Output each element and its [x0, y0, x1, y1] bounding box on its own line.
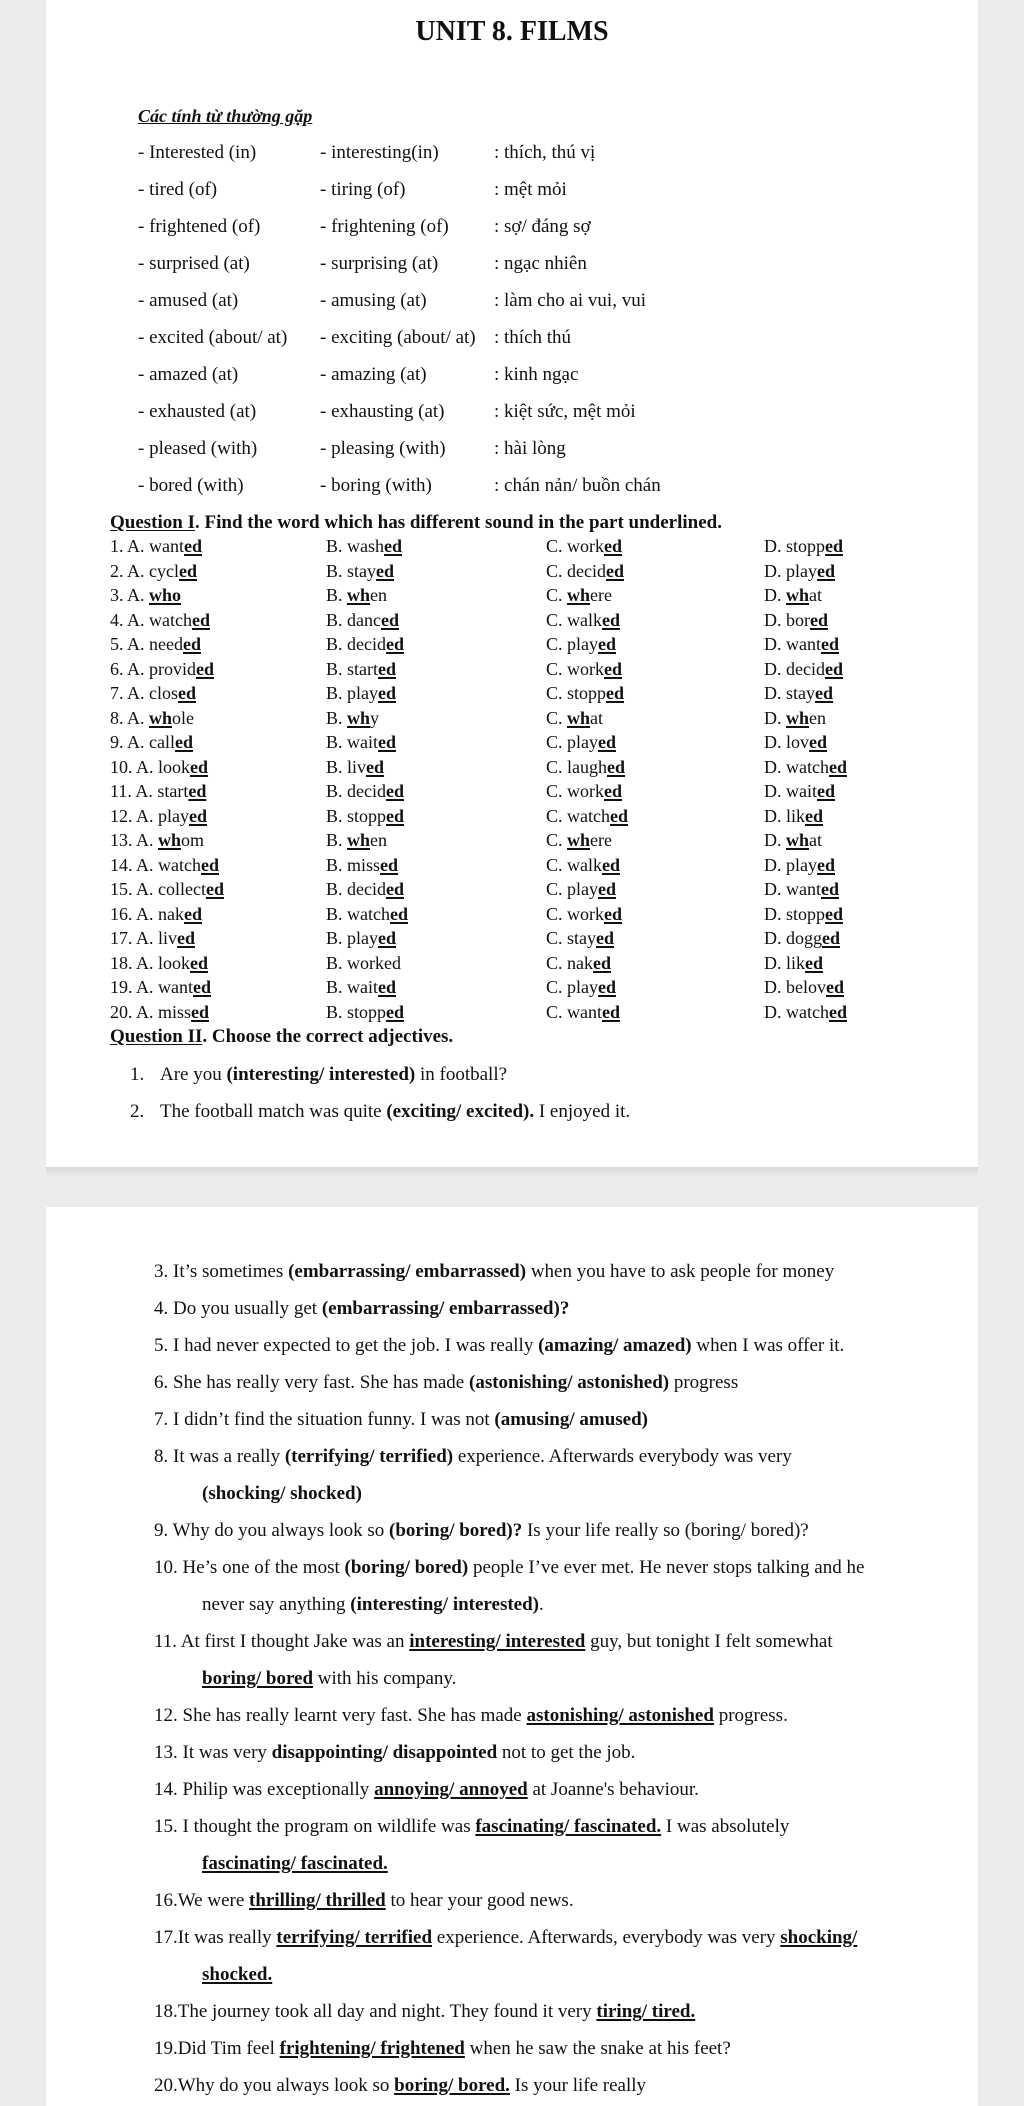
option-d: D. what — [764, 585, 823, 605]
option-a: 7. A. closed — [110, 683, 197, 703]
option-b: B. when — [326, 585, 388, 605]
option-d: D. waited — [764, 781, 835, 801]
option-b: B. played — [326, 683, 396, 703]
option-b: B. decided — [326, 879, 404, 899]
option-b: B. started — [326, 658, 396, 679]
sentence-10: 10. He’s one of the most (boring/ bored) people I’ve ever met. He never stops talking and he — [154, 1557, 865, 1578]
adjective-meaning: : mệt mỏi — [494, 179, 567, 200]
option-d: D. liked — [764, 805, 824, 826]
adjective-ing-form: - amusing (at) — [320, 290, 427, 311]
question-1-item — [110, 659, 930, 683]
sentence-20: 20.Why do you always look so boring/ bored. Is your life really — [154, 2075, 647, 2096]
option-c: C. played — [546, 977, 616, 997]
option-a: 20. A. missed — [110, 1001, 210, 1022]
option-b: B. waited — [326, 977, 396, 997]
adjective-ing-form: - frightening (of) — [320, 216, 449, 237]
option-d: D. wanted — [764, 879, 839, 899]
option-c: C. decided — [546, 560, 624, 581]
sentence-16: 16.We were thrilling/ thrilled to hear your good news. — [154, 1890, 574, 1911]
sentence-11: 11. At first I thought Jake was an interesting/ interested guy, but tonight I felt somewhat — [154, 1631, 833, 1652]
option-a: 17. A. lived — [110, 928, 196, 948]
adjective-meaning: : sợ/ đáng sợ — [494, 216, 591, 237]
sentence-17: 17.It was really terrifying/ terrified experience. Afterwards, everybody was very shocking/ — [154, 1927, 858, 1948]
adjective-ed-form: - Interested (in) — [138, 142, 257, 163]
adjective-meaning: : ngạc nhiên — [494, 253, 587, 274]
adjective-meaning: : thích, thú vị — [494, 142, 596, 163]
option-a: 8. A. whole — [110, 707, 195, 728]
option-c: C. watched — [546, 805, 628, 826]
option-d: D. loved — [764, 732, 827, 752]
sentence-15-continued: fascinating/ fascinated. — [202, 1853, 388, 1874]
option-a: 18. A. looked — [110, 952, 209, 973]
option-d: D. played — [764, 560, 835, 581]
question-1-item — [110, 757, 930, 781]
sentence-8-continued: (shocking/ shocked) — [202, 1483, 362, 1504]
option-a: 3. A. who — [110, 585, 182, 605]
adjective-meaning: : làm cho ai vui, vui — [494, 290, 646, 311]
option-c: C. walked — [546, 609, 620, 630]
option-c: C. where — [546, 830, 613, 850]
option-d: D. watched — [764, 1001, 847, 1022]
option-d: D. dogged — [764, 928, 840, 948]
option-c: C. played — [546, 879, 616, 899]
option-a: 5. A. needed — [110, 634, 201, 654]
question-1-item — [110, 585, 930, 609]
sentence-4: 4. Do you usually get (embarrassing/ embarrassed)? — [154, 1298, 570, 1319]
adjective-meaning: : hài lòng — [494, 438, 566, 459]
page-title: UNIT 8. FILMS — [415, 16, 609, 47]
sentence-8: 8. It was a really (terrifying/ terrified) experience. Afterwards everybody was very — [154, 1446, 792, 1467]
option-d: D. when — [764, 707, 827, 728]
option-b: B. played — [326, 928, 396, 948]
adjective-meaning: : kinh ngạc — [494, 364, 579, 385]
question-1-item — [110, 708, 930, 732]
adjective-meaning: : thích thú — [494, 327, 572, 348]
adjective-ing-form: - pleasing (with) — [320, 438, 446, 459]
option-a: 6. A. provided — [110, 658, 215, 679]
option-d: D. played — [764, 854, 835, 875]
sentence-10-continued: never say anything (interesting/ interested). — [202, 1594, 544, 1615]
question-1-item — [110, 904, 930, 928]
option-b: B. missed — [326, 854, 399, 875]
document-page-2 — [46, 1207, 978, 2106]
option-c: C. naked — [546, 952, 611, 973]
adjective-ed-form: - amused (at) — [138, 290, 239, 311]
question-1-title: Question I. Find the word which has different sound in the part underlined. — [110, 512, 722, 533]
question-1-item — [110, 977, 930, 1001]
question-1-item — [110, 1002, 930, 1026]
option-a: 9. A. called — [110, 732, 193, 752]
adjective-ed-form: - pleased (with) — [138, 438, 258, 459]
option-c: C. where — [546, 585, 613, 605]
option-b: B. stopped — [326, 805, 405, 826]
option-d: D. liked — [764, 952, 824, 973]
sentence-9: 9. Why do you always look so (boring/ bored)? Is your life really so (boring/ bored)? — [154, 1520, 809, 1541]
option-a: 19. A. wanted — [110, 977, 211, 997]
sentence-15: 15. I thought the program on wildlife was fascinating/ fascinated. I was absolutely — [154, 1816, 790, 1837]
option-c: C. played — [546, 634, 616, 654]
option-b: B. stopped — [326, 1001, 405, 1022]
adjective-ing-form: - surprising (at) — [320, 253, 439, 274]
option-a: 13. A. whom — [110, 830, 205, 850]
option-d: D. beloved — [764, 977, 844, 997]
sentence-7: 7. I didn’t find the situation funny. I was not (amusing/ amused) — [154, 1409, 648, 1430]
option-b: B. stayed — [326, 560, 395, 581]
option-b: B. lived — [326, 756, 385, 777]
adjective-ing-form: - tiring (of) — [320, 179, 406, 200]
option-d: D. stayed — [764, 683, 833, 703]
question-1-item — [110, 732, 930, 756]
question-2-title: Question II. Choose the correct adjectives. — [110, 1026, 454, 1047]
option-b: B. why — [326, 707, 380, 728]
option-d: D. stopped — [764, 903, 844, 924]
option-c: C. worked — [546, 536, 622, 556]
question-1-item — [110, 879, 930, 903]
question-1-item — [110, 855, 930, 879]
option-a: 10. A. looked — [110, 756, 209, 777]
adjective-meaning: : chán nản/ buồn chán — [494, 475, 661, 496]
adjective-ing-form: - interesting(in) — [320, 142, 439, 163]
question-1-item — [110, 683, 930, 707]
adjective-ed-form: - frightened (of) — [138, 216, 261, 237]
option-d: D. wanted — [764, 634, 839, 654]
option-a: 12. A. played — [110, 805, 207, 826]
option-c: C. stayed — [546, 928, 615, 948]
option-a: 4. A. watched — [110, 609, 210, 630]
question-1-item — [110, 830, 930, 854]
question-1-item — [110, 806, 930, 830]
adjective-ed-form: - excited (about/ at) — [138, 327, 288, 348]
option-b: B. worked — [326, 952, 401, 973]
sentence-13: 13. It was very disappointing/ disappointed not to get the job. — [154, 1742, 636, 1763]
option-a: 2. A. cycled — [110, 560, 197, 581]
sentence-14: 14. Philip was exceptionally annoying/ annoyed at Joanne's behaviour. — [154, 1779, 699, 1800]
question-1-item — [110, 561, 930, 585]
option-b: B. waited — [326, 732, 396, 752]
adjective-ed-form: - surprised (at) — [138, 253, 250, 274]
question-1-item — [110, 953, 930, 977]
option-c: C. what — [546, 707, 604, 728]
page-separator — [46, 1167, 978, 1177]
adjective-ing-form: - exciting (about/ at) — [320, 327, 476, 348]
adjective-ing-form: - amazing (at) — [320, 364, 427, 385]
sentence-6: 6. She has really very fast. She has made (astonishing/ astonished) progress — [154, 1372, 739, 1393]
sentence-5: 5. I had never expected to get the job. I was really (amazing/ amazed) when I was offer it. — [154, 1335, 845, 1356]
option-c: C. worked — [546, 781, 622, 801]
sentence-19: 19.Did Tim feel frightening/ frightened when he saw the snake at his feet? — [154, 2038, 731, 2059]
question-1-item — [110, 536, 930, 560]
option-b: B. washed — [326, 536, 402, 556]
option-c: C. worked — [546, 658, 622, 679]
option-a: 15. A. collected — [110, 879, 224, 899]
adjective-ed-form: - tired (of) — [138, 179, 218, 200]
adjectives-heading: Các tính từ thường gặp — [138, 106, 313, 126]
question-1-item — [110, 610, 930, 634]
option-a: 11. A. started — [110, 781, 207, 801]
option-b: B. decided — [326, 634, 404, 654]
sentence-3: 3. It’s sometimes (embarrassing/ embarrassed) when you have to ask people for money — [154, 1261, 835, 1282]
option-a: 16. A. naked — [110, 903, 202, 924]
option-c: C. stopped — [546, 683, 625, 703]
option-d: D. bored — [764, 609, 828, 630]
sentence-12: 12. She has really learnt very fast. She has made astonishing/ astonished progress. — [154, 1705, 788, 1726]
option-d: D. what — [764, 830, 823, 850]
option-b: B. watched — [326, 903, 408, 924]
option-c: C. played — [546, 732, 616, 752]
question-1-item — [110, 634, 930, 658]
adjective-ed-form: - exhausted (at) — [138, 401, 257, 422]
option-d: D. stopped — [764, 536, 844, 556]
option-c: C. walked — [546, 854, 620, 875]
option-d: D. decided — [764, 658, 843, 679]
option-c: C. laughed — [546, 756, 625, 777]
adjective-meaning: : kiệt sức, mệt mỏi — [494, 401, 636, 422]
option-d: D. watched — [764, 756, 847, 777]
adjective-ed-form: - amazed (at) — [138, 364, 239, 385]
option-b: B. when — [326, 830, 388, 850]
option-b: B. decided — [326, 781, 404, 801]
sentence-17-continued: shocked. — [202, 1964, 273, 1985]
adjective-ed-form: - bored (with) — [138, 475, 244, 496]
option-b: B. danced — [326, 609, 399, 630]
question-1-item — [110, 781, 930, 805]
sentence-18: 18.The journey took all day and night. They found it very tiring/ tired. — [154, 2001, 696, 2022]
document-page-1: UNIT 8. FILMS Các tính từ thường gặp - Interested (in) - interesting(in) : thích, thú vị - tired (of) - tiring (of) : mệt mỏi - frightened (of) - frightening (of) : sợ/ đáng sợ - surprised (at) - surprising (at) : ngạc nhiên - amused (at) - amusing (at) : làm cho ai vui, vui - excited (about/ at) - exciting (about/ at) : thích thú - amazed (at) - amazing (at) : kinh ngạc - exhausted (at) - exhausting (at) : kiệt sức, mệt mỏi - pleased (with) - pleasing (with) : hài lòng - bored (with) - boring (with) : chán nản/ buồn chán Question I. Find the word which has different sound in the part underlined. 1. A. wanted B. washed C. worked D. stopped 2. A. cycled B. stayed C. decided D. played 3. A. who B. when C. where D. what 4. A. watched B. danced C. walked D. bored 5. A. needed B. decided C. played D. wanted 6. A. provided B. started C. worked D. decided 7. A. closed B. played C. stopped D. stayed 8. A. whole B. why C. what D. when 9. A. called B. waited C. played D. loved 10. A. looked B. lived C. laughed D. watched 11. A. started B. decided C. worked D. waited 12. A. played B. stopped C. watched D. liked 13. A. whom B. when C. where D. what 14. A. watched B. missed C. walked D. played 15. A. collected B. decided C. played D. wanted 16. A. naked B. watched C. worked D. stopped 17. A. lived B. played C. stayed D. dogged 18. A. looked B. worked C. naked D. liked 19. A. wanted B. waited C. played D. beloved 20. A. missed B. stopped C. wanted D. watched Question II. Choose the correct adjectives. 1. Are you (interesting/ interested) in football? 2. The football match was quite (exciting/ excited). I enjoyed it. — [46, 0, 978, 1167]
question-1-item — [110, 928, 930, 952]
option-a: 14. A. watched — [110, 854, 219, 875]
option-c: C. worked — [546, 903, 622, 924]
sentence-11-continued: boring/ bored with his company. — [202, 1668, 457, 1689]
adjective-ing-form: - boring (with) — [320, 475, 432, 496]
option-a: 1. A. wanted — [110, 536, 202, 556]
option-c: C. wanted — [546, 1001, 620, 1022]
adjective-ing-form: - exhausting (at) — [320, 401, 445, 422]
